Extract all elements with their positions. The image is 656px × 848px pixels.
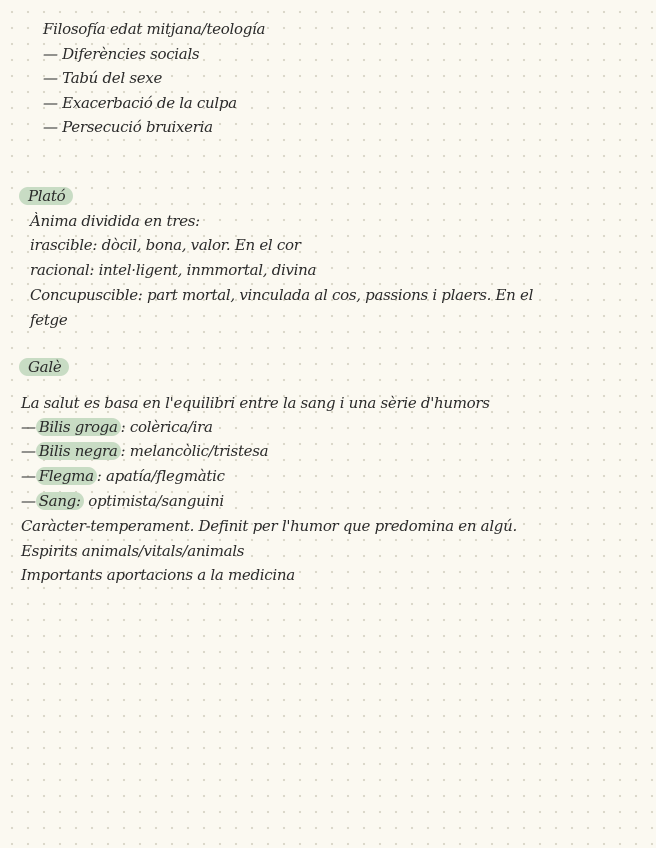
humor-row [21, 416, 213, 438]
plato-heading: Plató [19, 187, 73, 205]
humor-dash: — [21, 467, 36, 485]
humor-row [21, 440, 268, 462]
plato-line: irascible: dòcil, bona, valor. En el cor [30, 236, 301, 254]
filosofia-title: Filosofía edat mitjana/teología [43, 20, 266, 38]
humor-dash: — [21, 418, 36, 436]
gale-heading: Galè [19, 358, 69, 376]
plato-line: fetge [30, 311, 68, 329]
filosofia-item: — Exacerbació de la culpa [43, 94, 237, 112]
plato-line: Concupuscible: part mortal, vinculada al cos, passions i plaers. En el [30, 286, 534, 304]
humor-desc: : apatía/flegmàtic [96, 467, 225, 485]
filosofia-item: — Diferències socials [43, 45, 200, 63]
humor-name: Flegma [36, 467, 97, 485]
humor-desc: : colèrica/ira [120, 418, 213, 436]
plato-line: Ànima dividida en tres: [30, 212, 200, 230]
humor-dash: — [21, 442, 36, 460]
filosofia-item: — Tabú del sexe [43, 69, 163, 87]
humor-desc: optimista/sanguini [83, 492, 224, 510]
humor-name: Bilis groga [36, 418, 121, 436]
plato-line: racional: intel·ligent, inmmortal, divina [30, 261, 317, 279]
humor-desc: : melancòlic/tristesa [120, 442, 269, 460]
gale-intro: La salut es basa en l'equilibri entre la sang i una sèrie d'humors [21, 394, 490, 412]
humor-row [21, 490, 224, 512]
humor-name: Sang: [36, 492, 84, 510]
humor-row [21, 465, 225, 487]
humor-name: Bilis negra [36, 442, 121, 460]
filosofia-item: — Persecució bruixeria [43, 118, 213, 136]
gale-line: Caràcter-temperament. Definit per l'humor que predomina en algú. [21, 517, 517, 535]
humor-dash: — [21, 492, 36, 510]
gale-line: Importants aportacions a la medicina [21, 566, 295, 584]
gale-line: Espirits animals/vitals/animals [21, 542, 245, 560]
